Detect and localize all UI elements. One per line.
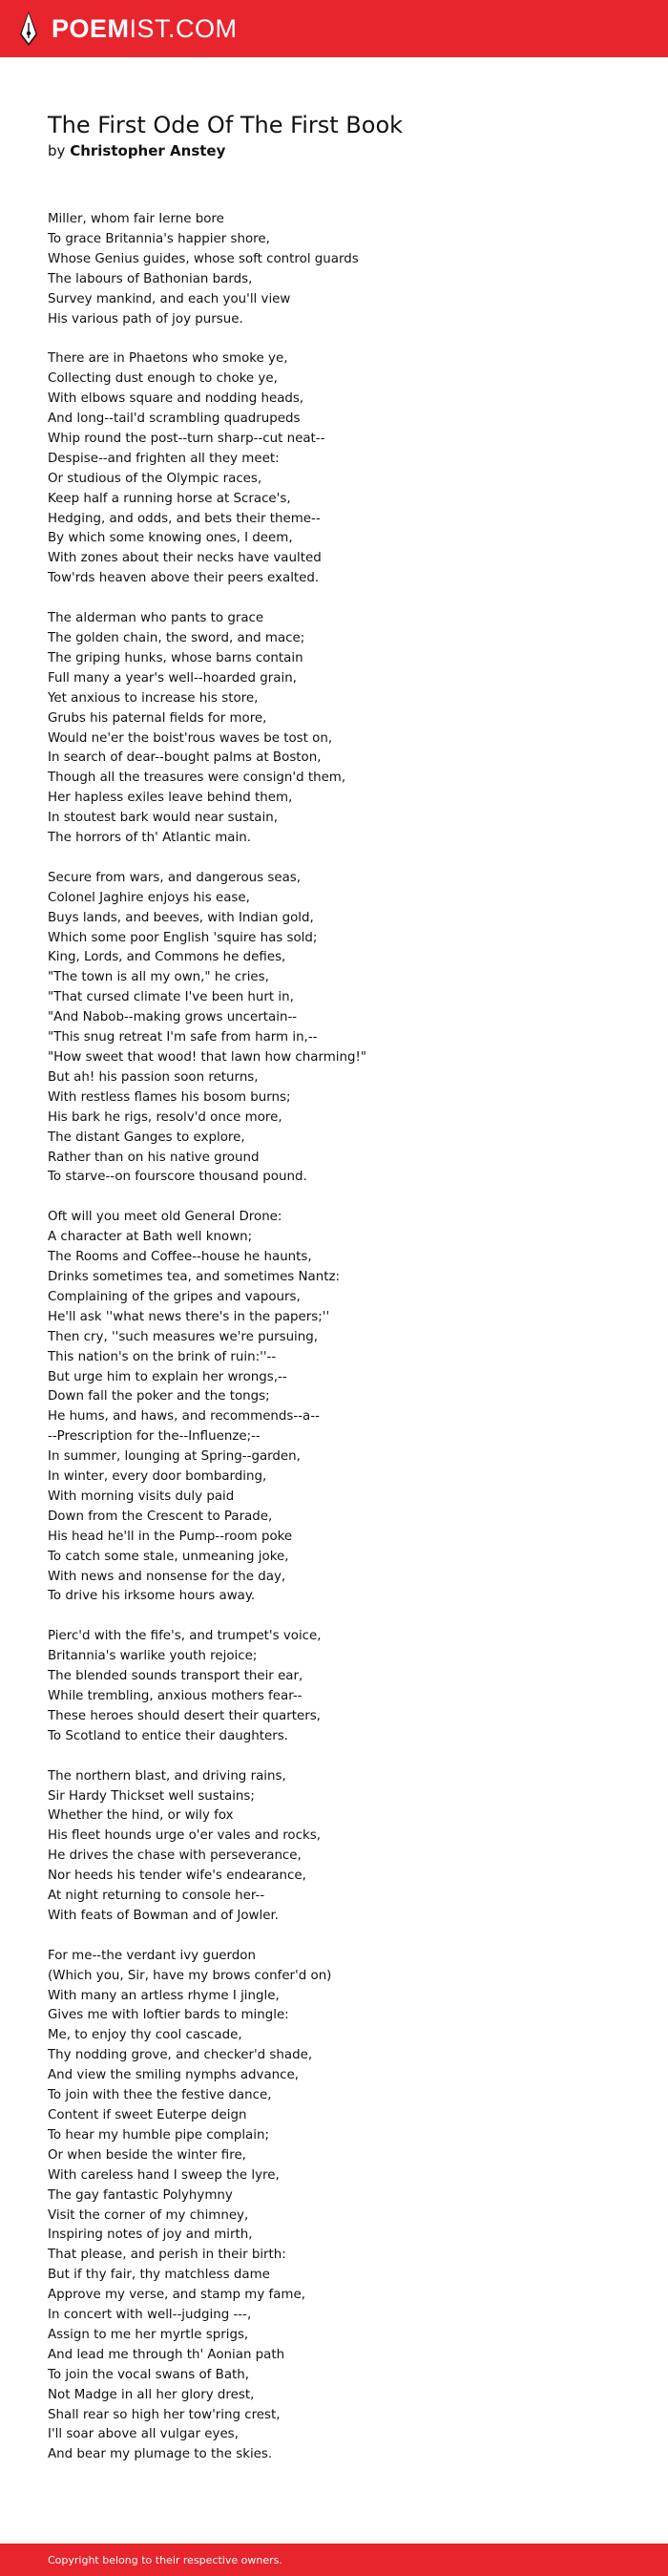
poem-line: Inspiring notes of joy and mirth, <box>48 2228 253 2243</box>
poem-line: The alderman who pants to grace <box>48 611 264 626</box>
poem-line: Visit the corner of my chimney, <box>48 2207 249 2223</box>
poem-line: Her hapless exiles leave behind them, <box>48 791 293 806</box>
poem-line: "The town is all my own," he cries, <box>48 970 269 985</box>
poem-stanza <box>48 210 620 329</box>
poem-line: The distant Ganges to explore, <box>48 1130 245 1145</box>
poem-line: In summer, lounging at Spring--garden, <box>48 1449 301 1465</box>
poem-line: And bear my plumage to the skies. <box>48 2447 273 2462</box>
poem-line: With many an artless rhyme I jingle, <box>48 1988 280 2003</box>
poem-line: These heroes should desert their quarters, <box>48 1708 321 1723</box>
poem-line: Assign to me her myrtle sprigs, <box>48 2327 249 2342</box>
poem-stanza <box>48 609 620 849</box>
poem-line: (Which you, Sir, have my brows confer'd on) <box>48 1968 332 1983</box>
poem-line: To join with thee the festive dance, <box>48 2088 272 2103</box>
by-label: by <box>48 142 66 159</box>
poem-line: In winter, every door bombarding, <box>48 1469 267 1485</box>
poem-line: At night returning to console her-- <box>48 1889 265 1904</box>
poem-line: Secure from wars, and dangerous seas, <box>48 870 302 885</box>
poem-line: Oft will you meet old General Drone: <box>48 1210 282 1225</box>
poem-line: Yet anxious to increase his store, <box>48 690 259 706</box>
poem-line: --Prescription for the--Influenze;-- <box>48 1429 261 1445</box>
poem-line: With careless hand I sweep the lyre, <box>48 2167 280 2183</box>
poem-line: I'll soar above all vulgar eyes, <box>48 2427 239 2442</box>
poem-line: Miller, whom fair Ierne bore <box>48 212 224 226</box>
poem-line: "That cursed climate I've been hurt in, <box>48 990 294 1005</box>
poem-byline <box>48 141 620 160</box>
poem-line: Sir Hardy Thickset well sustains; <box>48 1788 255 1804</box>
poem-line: Complaining of the gripes and vapours, <box>48 1289 301 1304</box>
poem-line: While trembling, anxious mothers fear-- <box>48 1688 303 1703</box>
poem-line: "And Nabob--making grows uncertain-- <box>48 1010 298 1025</box>
poem-line: Tow'rds heaven above their peers exalted. <box>48 571 320 586</box>
poem-line: Whose Genius guides, whose soft control guards <box>48 251 359 266</box>
poem-line: Me, to enjoy thy cool cascade, <box>48 2028 242 2043</box>
poem-stanza <box>48 1947 620 2466</box>
poem-line: With zones about their necks have vaulted <box>48 551 322 566</box>
poem-line: But if thy fair, thy matchless dame <box>48 2268 270 2283</box>
poem-line: The golden chain, the sword, and mace; <box>48 631 305 645</box>
poem-line: He hums, and haws, and recommends--a-- <box>48 1409 320 1425</box>
poem-content <box>48 111 620 2485</box>
poem-line: The northern blast, and driving rains, <box>48 1768 286 1784</box>
poem-line: But urge him to explain her wrongs,-- <box>48 1369 287 1384</box>
poem-line: Gives me with loftier bards to mingle: <box>48 2008 289 2023</box>
site-footer <box>0 2544 668 2576</box>
poem-line: With restless flames his bosom burns; <box>48 1089 291 1105</box>
poem-stanza <box>48 1767 620 1927</box>
author-link[interactable]: Christopher Anstey <box>70 142 226 159</box>
poem-line: To Scotland to entice their daughters. <box>48 1728 288 1743</box>
poem-stanza <box>48 1627 620 1746</box>
pen-nib-icon <box>17 10 40 48</box>
poem-line: Thy nodding grove, and checker'd shade, <box>48 2048 313 2063</box>
poem-line: And lead me through th' Aonian path <box>48 2347 285 2362</box>
poem-line: Grubs his paternal fields for more, <box>48 710 267 726</box>
poem-line: To starve--on fourscore thousand pound. <box>48 1170 307 1185</box>
poem-line: He drives the chase with perseverance, <box>48 1848 302 1864</box>
poem-line: The Rooms and Coffee--house he haunts, <box>48 1250 312 1265</box>
poem-line: To join the vocal swans of Bath, <box>48 2367 250 2382</box>
copyright-text: Copyright belong to their respective owners. <box>48 2553 282 2566</box>
poem-line: His bark he rigs, resolv'd once more, <box>48 1109 282 1125</box>
poem-line: Despise--and frighten all they meet: <box>48 451 280 466</box>
poem-line: Down from the Crescent to Parade, <box>48 1509 273 1524</box>
poem-line: The griping hunks, whose barns contain <box>48 650 303 665</box>
poem-line: But ah! his passion soon returns, <box>48 1069 259 1085</box>
poem-line: With news and nonsense for the day, <box>48 1569 286 1584</box>
poem-line: Collecting dust enough to choke ye, <box>48 371 278 387</box>
poem-line: And view the smiling nymphs advance, <box>48 2068 300 2083</box>
poem-line: In concert with well--judging ---, <box>48 2308 252 2323</box>
poem-line: Not Madge in all her glory drest, <box>48 2387 255 2402</box>
poem-line: His various path of joy pursue. <box>48 311 243 327</box>
poem-line: Full many a year's well--hoarded grain, <box>48 670 297 686</box>
poem-line: For me--the verdant ivy guerdon <box>48 1948 256 1963</box>
poem-line: "How sweet that wood! that lawn how charming!" <box>48 1050 367 1066</box>
poem-line: Then cry, ''such measures we're pursuing, <box>48 1329 319 1344</box>
poem-line: Britannia's warlike youth rejoice; <box>48 1649 258 1664</box>
poem-line: Survey mankind, and each you'll view <box>48 291 291 306</box>
poem-line: And long--tail'd scrambling quadrupeds <box>48 412 301 427</box>
poem-line: He'll ask ''what news there's in the papers;'' <box>48 1309 330 1324</box>
poem-line: To catch some stale, unmeaning joke, <box>48 1549 289 1564</box>
poem-line: To drive his irksome hours away. <box>48 1589 256 1604</box>
poem-line: To grace Britannia's happier shore, <box>48 231 270 246</box>
poem-stanza <box>48 349 620 589</box>
poem-line: Keep half a running horse at Scrace's, <box>48 491 291 506</box>
poem-line: Whip round the post--turn sharp--cut neat-- <box>48 431 325 446</box>
poem-line: Colonel Jaghire enjoys his ease, <box>48 890 250 905</box>
poem-stanza <box>48 869 620 1189</box>
poem-line: To hear my humble pipe complain; <box>48 2127 269 2143</box>
poem-line: This nation's on the brink of ruin:''-- <box>48 1349 277 1364</box>
poem-line: In search of dear--bought palms at Boston, <box>48 750 322 766</box>
poem-line: The blended sounds transport their ear, <box>48 1669 303 1684</box>
poem-line: With morning visits duly paid <box>48 1489 235 1504</box>
poem-line: Or studious of the Olympic races, <box>48 471 262 486</box>
poem-line: The gay fantastic Polyhymny <box>48 2187 233 2203</box>
poem-line: Or when beside the winter fire, <box>48 2147 246 2163</box>
poem-line: Drinks sometimes tea, and sometimes Nantz: <box>48 1269 341 1284</box>
poem-line: Nor heeds his tender wife's endearance, <box>48 1869 306 1884</box>
site-logo-text: POEMIST.COM <box>52 13 238 43</box>
poem-line: King, Lords, and Commons he defies, <box>48 950 286 965</box>
poem-line: There are in Phaetons who smoke ye, <box>48 351 288 367</box>
poem-line: The horrors of th' Atlantic main. <box>48 831 251 846</box>
poem-line: With elbows square and nodding heads, <box>48 391 304 407</box>
poem-line: Shall rear so high her tow'ring crest, <box>48 2407 281 2422</box>
poem-line: A character at Bath well known; <box>48 1230 253 1245</box>
poem-line: In stoutest bark would near sustain, <box>48 811 278 826</box>
site-header <box>0 0 668 57</box>
poem-stanza <box>48 1208 620 1607</box>
poem-line: That please, and perish in their birth: <box>48 2248 286 2263</box>
poem-line: Pierc'd with the fife's, and trumpet's voice, <box>48 1629 322 1644</box>
poem-line: "This snug retreat I'm safe from harm in,-- <box>48 1030 318 1045</box>
poem-line: Hedging, and odds, and bets their theme-- <box>48 511 321 526</box>
poem-line: Which some poor English 'squire has sold; <box>48 930 318 945</box>
poem-body <box>48 210 620 2465</box>
poem-line: Down fall the poker and the tongs; <box>48 1389 270 1404</box>
site-logo-link[interactable] <box>17 10 238 48</box>
poem-line: Content if sweet Euterpe deign <box>48 2107 247 2122</box>
poem-line: Though all the treasures were consign'd them, <box>48 771 346 786</box>
poem-line: Whether the hind, or wily fox <box>48 1808 234 1824</box>
poem-line: Would ne'er the boist'rous waves be tost on, <box>48 730 333 746</box>
poem-line: Buys lands, and beeves, with Indian gold, <box>48 910 314 925</box>
poem-line: Approve my verse, and stamp my fame, <box>48 2288 305 2303</box>
poem-line: His head he'll in the Pump--room poke <box>48 1529 293 1544</box>
poem-line: His fleet hounds urge o'er vales and rocks, <box>48 1828 321 1844</box>
poem-line: Rather than on his native ground <box>48 1150 260 1165</box>
poem-line: By which some knowing ones, I deem, <box>48 531 293 546</box>
poem-title: The First Ode Of The First Book <box>48 112 404 138</box>
poem-line: With feats of Bowman and of Jowler. <box>48 1908 279 1923</box>
poem-line: The labours of Bathonian bards, <box>48 271 253 286</box>
